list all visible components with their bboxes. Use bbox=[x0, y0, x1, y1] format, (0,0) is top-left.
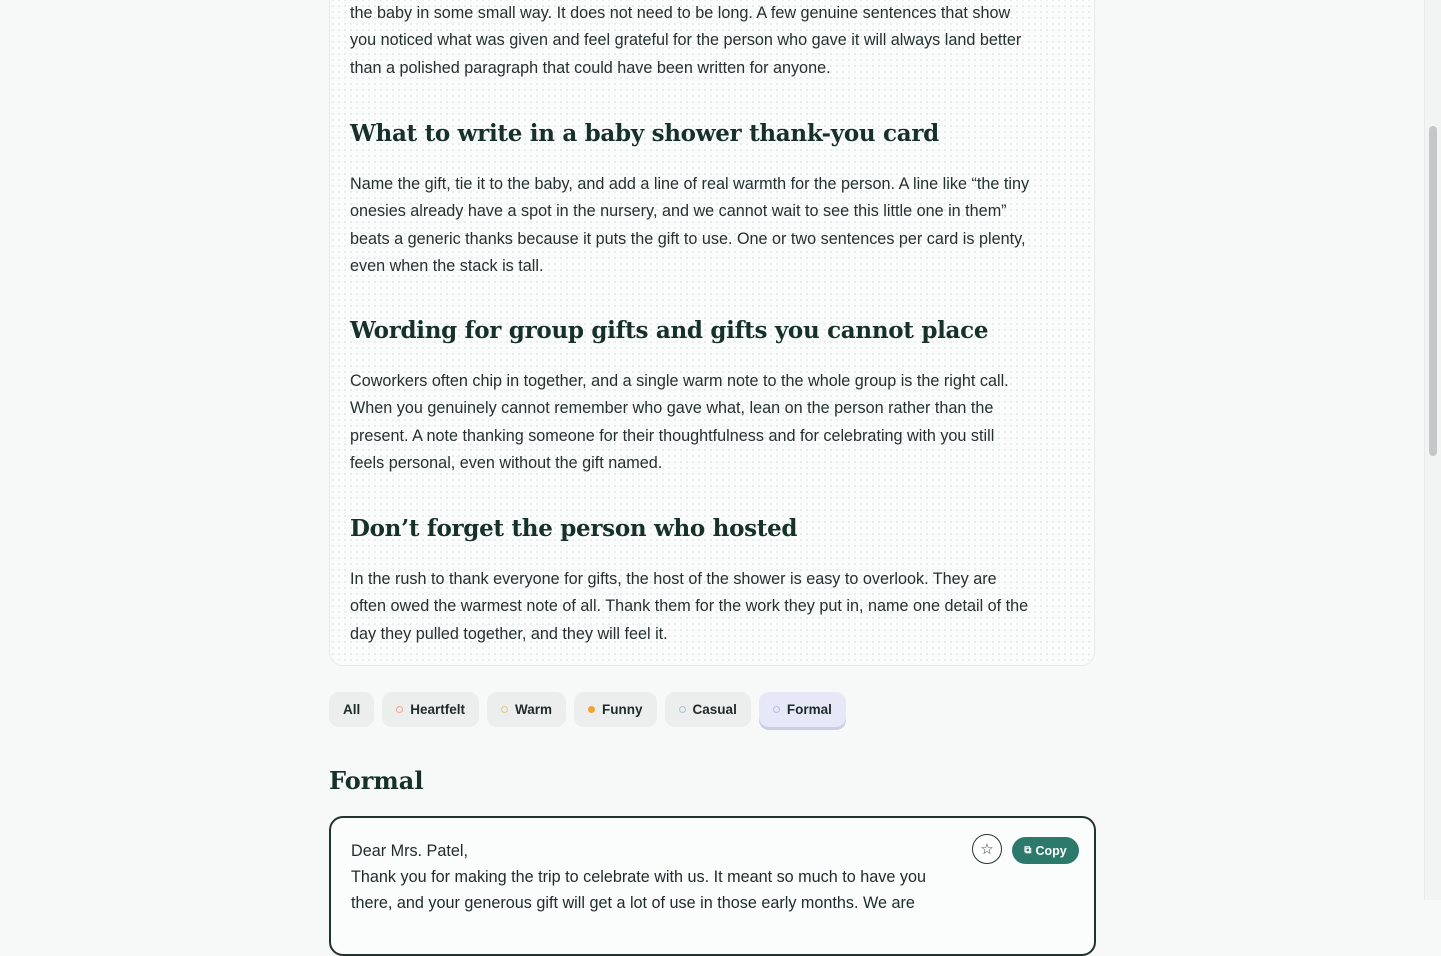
scrollbar-thumb[interactable] bbox=[1429, 126, 1437, 456]
tone-filter-bar bbox=[329, 692, 846, 728]
filter-chip-label: All bbox=[343, 702, 361, 717]
article-card bbox=[329, 0, 1095, 666]
paragraph-line: Coworkers often chip in together, and a single warm note to the whole group is the right call. bbox=[350, 372, 1009, 390]
message-card bbox=[329, 816, 1096, 956]
copy-icon: ⧉ bbox=[1024, 845, 1032, 856]
filter-chip-label: Casual bbox=[692, 702, 737, 717]
paragraph-line: often owed the warmest note of all. Thank them for the work they put in, name one detail of the bbox=[350, 597, 1029, 616]
paragraph-line: the baby in some small way. It does not need to be long. A few genuine sentences that show bbox=[350, 4, 1011, 22]
filter-chip-label: Formal bbox=[786, 702, 832, 717]
paragraph-line: Name the gift, tie it to the baby, and add a line of real warmth for the person. A line like “the tiny bbox=[350, 175, 1030, 193]
paragraph-line: When you genuinely cannot remember who gave what, lean on the person rather than the bbox=[350, 399, 994, 418]
section-paragraph bbox=[350, 566, 1078, 648]
copy-button[interactable] bbox=[1012, 837, 1079, 864]
message-line: there, and your generous gift will get a lot of use in those early months. We are bbox=[351, 894, 915, 912]
section-heading bbox=[350, 515, 1078, 542]
filter-chip-warm[interactable] bbox=[487, 692, 566, 727]
paragraph-line: than a polished paragraph that could have been written for anyone. bbox=[350, 58, 831, 77]
section-paragraph bbox=[350, 171, 1078, 280]
section-heading bbox=[350, 120, 1078, 147]
section-heading-text: Don’t forget the person who hosted bbox=[350, 515, 798, 542]
filter-chip-label: Heartfelt bbox=[410, 702, 466, 717]
funny-dot-icon bbox=[588, 706, 595, 713]
filter-chip-casual[interactable] bbox=[665, 692, 751, 727]
message-line: Dear Mrs. Patel, bbox=[351, 842, 468, 860]
tone-section-title: Formal bbox=[329, 766, 424, 795]
message-text bbox=[351, 838, 971, 916]
filter-chip-formal[interactable] bbox=[759, 692, 846, 727]
vertical-scrollbar[interactable] bbox=[1424, 0, 1441, 900]
paragraph-line: even when the stack is tall. bbox=[350, 256, 544, 275]
section-heading-text: What to write in a baby shower thank-you card bbox=[350, 120, 939, 147]
warm-dot-icon bbox=[501, 706, 508, 713]
filter-chip-all[interactable] bbox=[329, 692, 374, 727]
paragraph-line: beats a generic thanks because it puts the gift to use. One or two sentences per card is plenty, bbox=[350, 229, 1026, 248]
section-paragraph bbox=[350, 368, 1078, 477]
intro-paragraph bbox=[350, 0, 1078, 82]
paragraph-line: feels personal, even without the gift named. bbox=[350, 453, 663, 472]
message-line: Thank you for making the trip to celebrate with us. It meant so much to have you bbox=[351, 868, 926, 886]
star-outline-icon: ☆ bbox=[980, 841, 994, 858]
filter-chip-heartfelt[interactable] bbox=[382, 692, 479, 727]
section-heading-text: Wording for group gifts and gifts you cannot place bbox=[350, 317, 989, 344]
formal-dot-icon bbox=[773, 706, 780, 713]
filter-chip-label: Funny bbox=[602, 702, 643, 717]
paragraph-line: you noticed what was given and feel grateful for the person who gave it will always land better bbox=[350, 31, 1022, 50]
heartfelt-dot-icon bbox=[396, 706, 403, 713]
copy-button-label: Copy bbox=[1035, 843, 1067, 858]
section-heading bbox=[350, 317, 1078, 344]
filter-chip-funny[interactable] bbox=[574, 692, 657, 727]
paragraph-line: present. A note thanking someone for their thoughtfulness and for celebrating with you still bbox=[350, 426, 995, 445]
paragraph-line: day they pulled together, and they will feel it. bbox=[350, 624, 668, 643]
paragraph-line: onesies already have a spot in the nursery, and we cannot wait to see this little one in them” bbox=[350, 202, 1007, 221]
casual-dot-icon bbox=[679, 706, 686, 713]
favorite-button[interactable] bbox=[972, 834, 1002, 864]
paragraph-line: In the rush to thank everyone for gifts, the host of the shower is easy to overlook. They are bbox=[350, 570, 997, 588]
filter-chip-label: Warm bbox=[515, 702, 553, 717]
